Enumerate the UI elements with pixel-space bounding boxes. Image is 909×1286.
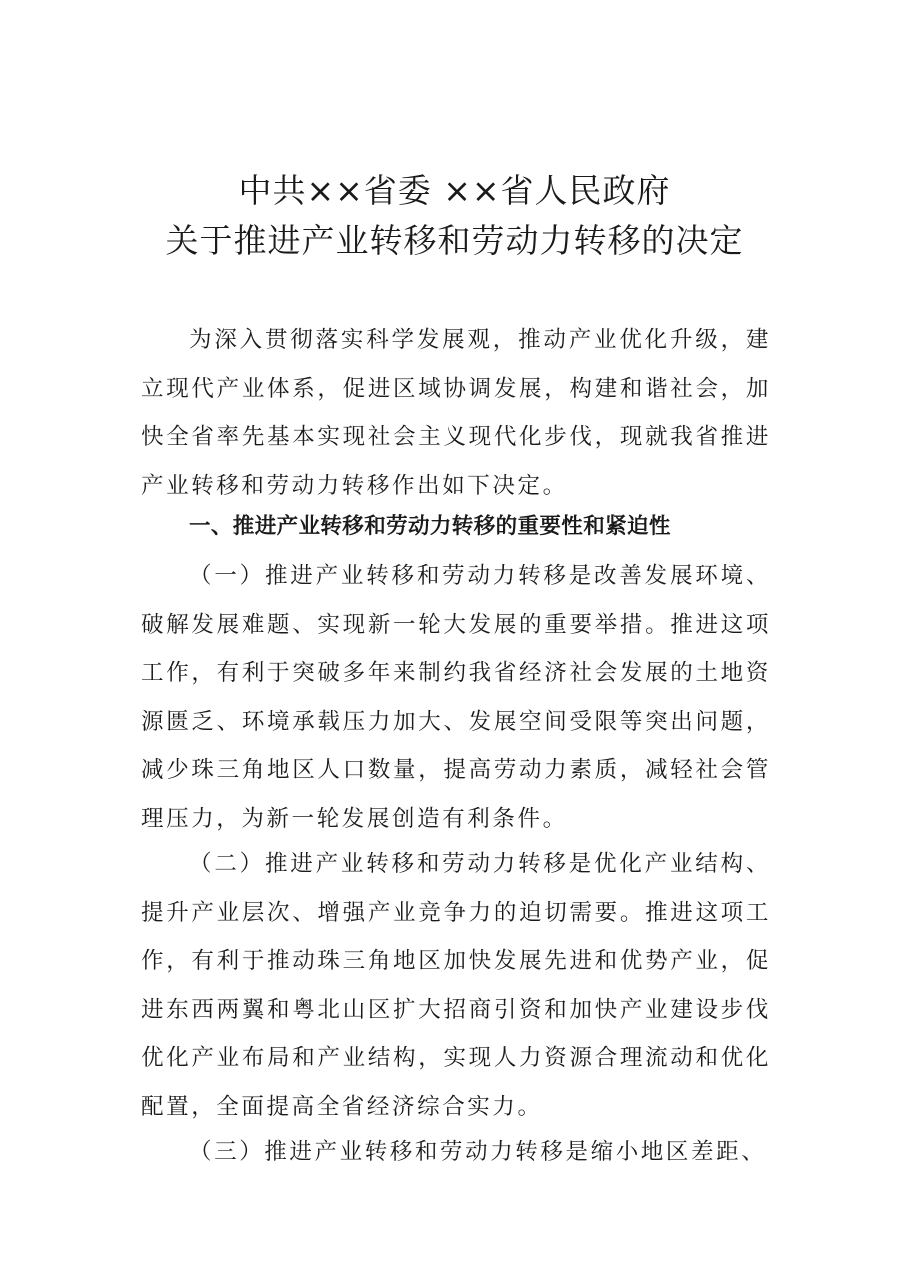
section-heading: 一、推进产业转移和劳动力转移的重要性和紧迫性	[189, 514, 671, 539]
paragraph-1: （一）推进产业转移和劳动力转移是改善发展环境、破解发展难题、实现新一轮大发展的重要举措。推进这项工作，有利于突破多年来制约我省经济社会发展的土地资源匮乏、环境承载压力加大、发展空间受限等突出问题，减少珠三角地区人口数量，提高劳动力素质，减轻社会管理压力，为新一轮发展创造有利条件。	[141, 563, 771, 832]
paragraph-2: （二）推进产业转移和劳动力转移是优化产业结构、提升产业层次、增强产业竞争力的迫切需要。推进这项工作，有利于推动珠三角地区加快发展先进和优势产业，促进东西两翼和粤北山区扩大招商引资和加快产业建设步伐优化产业布局和产业结构，实现人力资源合理流动和优化配置，全面提高全省经济综合实力。	[141, 851, 771, 1120]
document-title-line2: 关于推进产业转移和劳动力转移的决定	[165, 221, 744, 260]
paragraph-3: （三）推进产业转移和劳动力转移是缩小地区差距、	[189, 1139, 767, 1165]
document-title-line1: 中共××省委 ××省人民政府	[238, 171, 671, 210]
intro-paragraph: 为深入贯彻落实科学发展观，推动产业优化升级，建立现代产业体系，促进区域协调发展，构建和谐社会，加快全省率先基本实现社会主义现代化步伐，现就我省推进产业转移和劳动力转移作出如下决定。	[141, 327, 771, 499]
